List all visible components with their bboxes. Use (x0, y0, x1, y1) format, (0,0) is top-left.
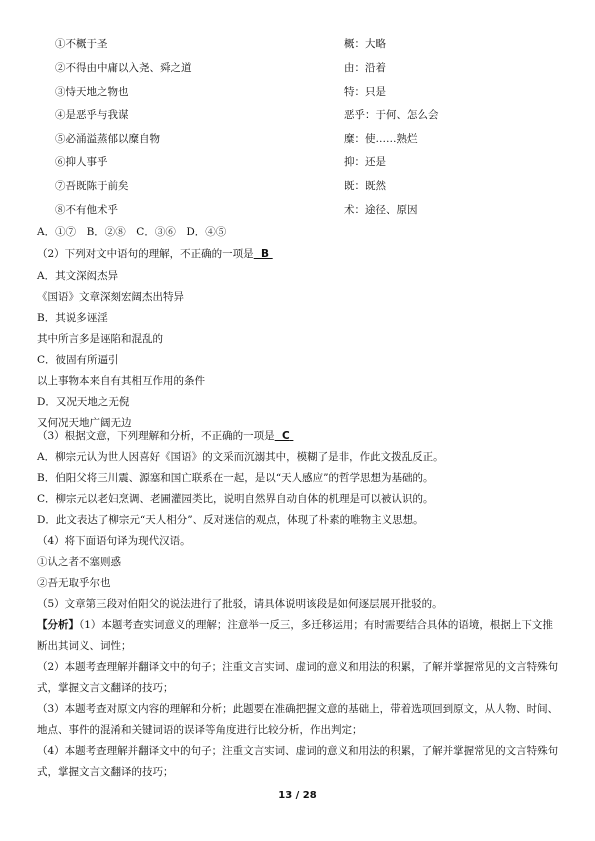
question-3-answer: C (282, 430, 290, 442)
analysis-tag: 【分析】 (37, 619, 79, 631)
question-2 (37, 248, 273, 261)
analysis-line: 地点、事件的混淆和关键词语的误译等角度进行比较分析，作出判定； (37, 724, 363, 736)
question-4: （4）将下面语句译为现代汉语。 (37, 535, 191, 547)
vocab-item-left: ①不概于圣 (55, 38, 108, 50)
vocab-item-left: ⑧不有他术乎 (55, 204, 118, 216)
vocab-item-right: 术：途径、原因 (344, 204, 418, 216)
q3-option-b: B．伯阳父将三川震、源塞和国亡联系在一起，是以“天人感应”的哲学思想为基础的。 (37, 472, 434, 484)
vocab-item-left: ⑦吾既陈于前矣 (55, 180, 129, 192)
vocab-item-right: 糜：使……熟烂 (344, 133, 418, 145)
analysis-line: （3）本题考查对原文内容的理解和分析；此题要在准确把握文意的基础上，带着选项回到原文，从人物、时间、 (37, 703, 559, 715)
q2-option-b-translation: 其中所言多是诬陷和混乱的 (37, 333, 163, 345)
question-5: （5）文章第三段对伯阳父的说法进行了批驳，请具体说明该段是如何逐层展开批驳的。 (37, 598, 443, 610)
vocab-item-left: ⑥抑人事乎 (55, 156, 108, 168)
analysis-line: （2）本题考查理解并翻译文中的句子；注重文言实词、虚词的意义和用法的积累，了解并掌握常见的文言特殊句 (37, 661, 559, 673)
question-2-prefix: （2）下列对文中语句的理解，不正确的一项是 (37, 248, 254, 260)
analysis-line: 式，掌握文言文翻译的技巧； (37, 682, 174, 694)
vocab-item-left: ③恃天地之物也 (55, 86, 129, 98)
analysis-first-line (37, 619, 553, 632)
q2-option-d-translation: 又何况天地广阔无边 (37, 417, 132, 429)
vocab-item-right: 特：只是 (344, 86, 386, 98)
question-3-prefix: （3）根据文意，下列理解和分析，不正确的一项是 (37, 430, 275, 442)
q4-item-1: ①认之者不塞则惑 (37, 556, 121, 568)
page-number: 13 / 28 (278, 790, 317, 801)
vocab-item-left: ④是恶乎与我谋 (55, 109, 129, 121)
question-3 (37, 430, 293, 443)
q2-option-a-translation: 《国语》文章深刻宏阔杰出特异 (37, 291, 184, 303)
q3-option-a: A．柳宗元认为世人因喜好《国语》的文采而沉溺其中，模糊了是非，作此文拨乱反正。 (37, 451, 444, 463)
q3-option-c: C．柳宗元以老妇烹调、老圃灌园类比，说明自然界自动自体的机理是可以被认识的。 (37, 493, 434, 505)
vocab-item-right: 既：既然 (344, 180, 386, 192)
analysis-line: （4）本题考查理解并翻译文中的句子；注重文言实词、虚词的意义和用法的积累，了解并掌握常见的文言特殊句 (37, 745, 559, 757)
vocab-item-right: 恶乎：于何、怎么会 (344, 109, 439, 121)
vocab-item-right: 由：沿着 (344, 62, 386, 74)
vocab-item-right: 抑：还是 (344, 156, 386, 168)
q3-option-d: D．此文表达了柳宗元“天人相分”、反对迷信的观点，体现了朴素的唯物主义思想。 (37, 514, 424, 526)
analysis-text: （1）本题考查实词意义的理解；注意举一反三，多迁移运用；有时需要结合具体的语境，根据上下文推 (79, 619, 553, 631)
analysis-line: 式，掌握文言文翻译的技巧； (37, 766, 174, 778)
q2-option-c: C．彼固有所逼引 (37, 354, 119, 366)
q2-option-a: A．其文深闳杰异 (37, 270, 119, 282)
vocab-item-left: ⑤必涌溢蒸郁以糜自物 (55, 133, 160, 145)
q4-item-2: ②吾无取乎尔也 (37, 577, 111, 589)
vocab-item-left: ②不得由中庸以入尧、舜之道 (55, 62, 192, 74)
analysis-line: 断出其词义、词性； (37, 640, 132, 652)
q2-option-c-translation: 以上事物本来自有其相互作用的条件 (37, 375, 205, 387)
q2-option-d: D．又况天地之无倪 (37, 396, 130, 408)
question-2-answer: B (261, 248, 270, 260)
answer-options: A．①⑦ B．②⑧ C．③⑥ D．④⑤ (37, 226, 227, 238)
vocab-item-right: 概：大略 (344, 38, 386, 50)
q2-option-b: B．其说多诬淫 (37, 312, 108, 324)
